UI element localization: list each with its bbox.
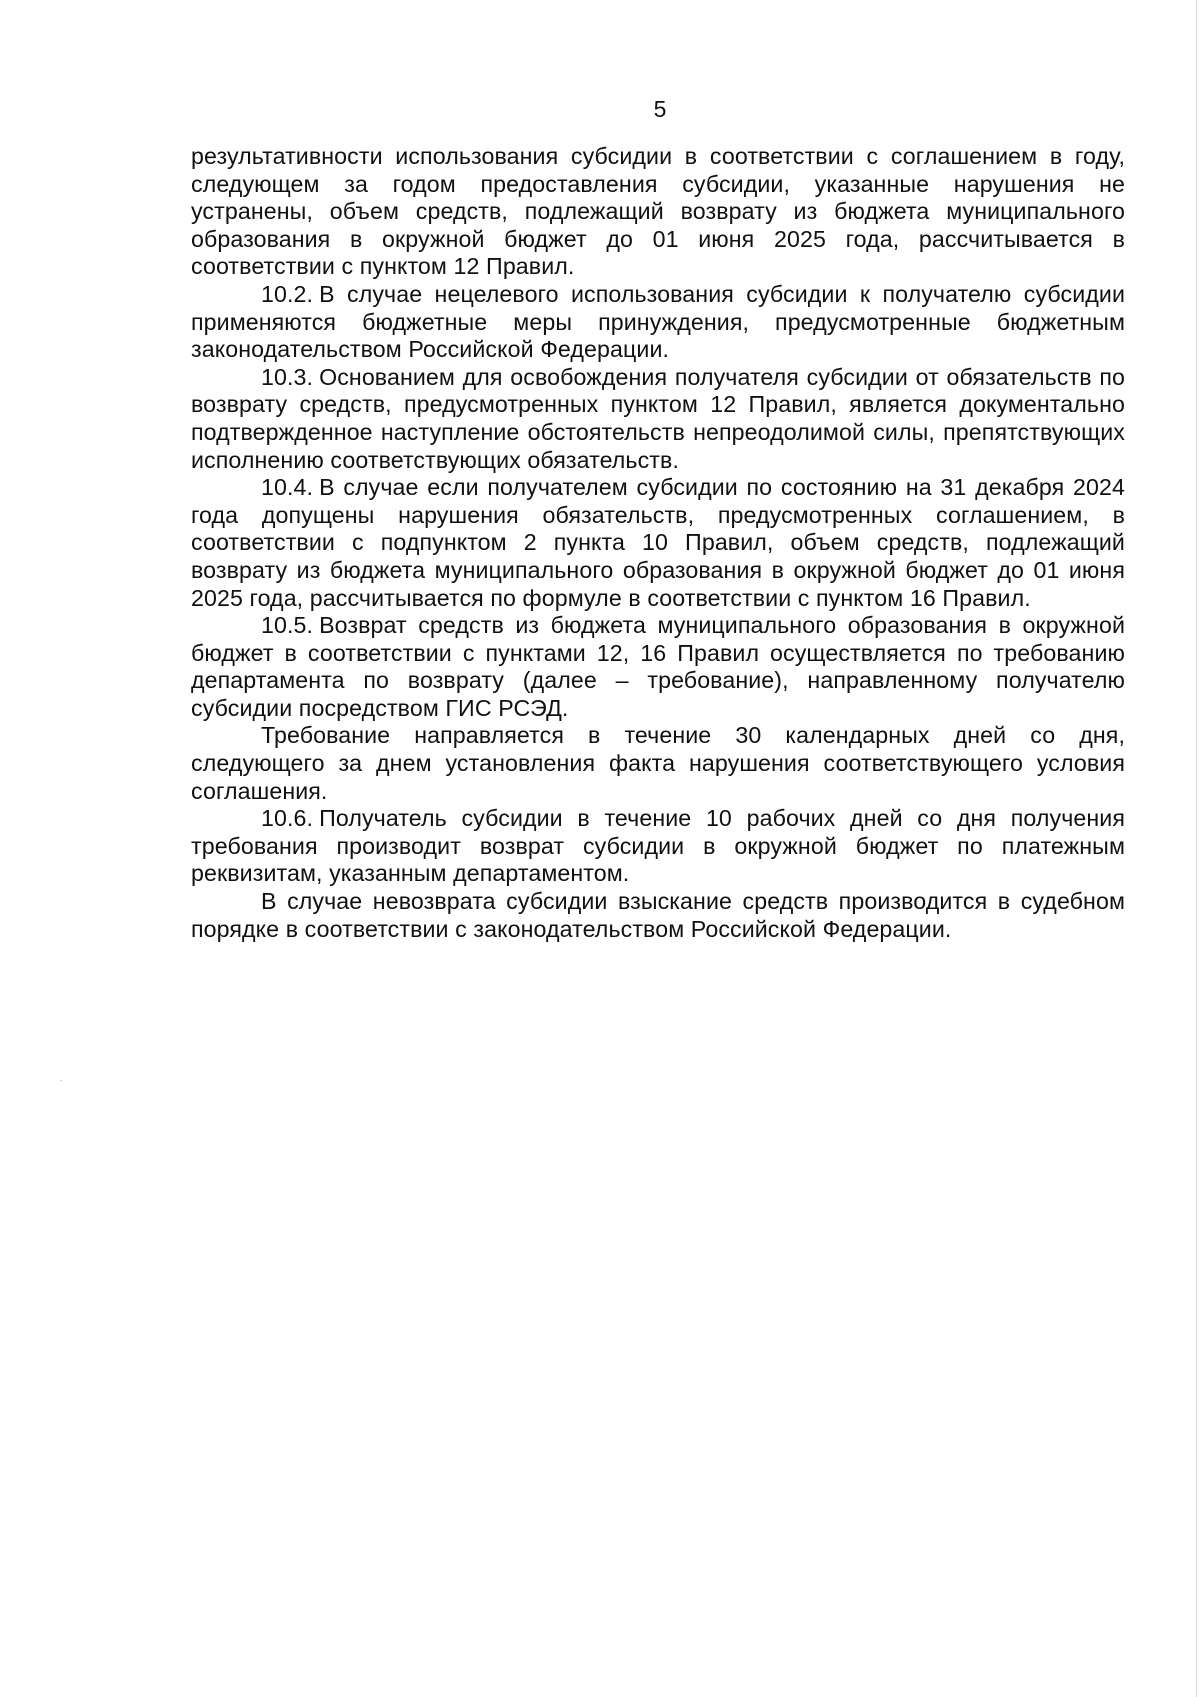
paragraph-text: Получатель субсидии в течение 10 рабочих дней со дня получения требования производит возврат субсидии в окружной бюджет по платежным реквизитам, указанным департаментом.: [191, 805, 1125, 887]
paragraph-non-return: [191, 888, 1125, 943]
paragraph-text: В случае невозврата субсидии взыскание средств производится в судебном порядке в соответствии с законодательством Российской Федерации.: [191, 888, 1125, 942]
paragraph-10-2: [191, 281, 1125, 364]
document-body: [191, 143, 1125, 943]
paragraph-requirement-term: [191, 722, 1125, 805]
paragraph-number: 10.2.: [261, 280, 314, 307]
paragraph-10-3: [191, 364, 1125, 474]
scan-speck: [60, 1080, 62, 1081]
paragraph-10-6: [191, 805, 1125, 888]
page-number: 5: [653, 96, 667, 122]
scan-edge-line: [1196, 0, 1197, 1697]
paragraph-10-4: [191, 474, 1125, 612]
paragraph-number: 10.3.: [261, 363, 314, 390]
paragraph-number: 10.6.: [261, 805, 314, 832]
paragraph-continuation: [191, 143, 1125, 281]
paragraph-text: В случае нецелевого использования субсидии к получателю субсидии применяются бюджетные меры принуждения, предусмотренные бюджетным законодательством Российской Федерации.: [191, 280, 1125, 363]
paragraph-text: Основанием для освобождения получателя субсидии от обязательств по возврату средств, предусмотренных пунктом 12 Правил, является документально подтвержденное наступление обстоятельств непреодолимой силы, препятствующих исполнению соответствующих обязательств.: [191, 363, 1125, 473]
paragraph-text: результативности использования субсидии в соответствии с соглашением в году, следующем за годом предоставления субсидии, указанные нарушения не устранены, объем средств, подлежащий возврату из бюджета муниципального образования в окружной бюджет до 01 июня 2025 года, рассчитывается в соответствии с пунктом 12 Правил.: [191, 143, 1125, 280]
paragraph-10-5: [191, 612, 1125, 722]
paragraph-number: 10.5.: [261, 612, 314, 639]
paragraph-number: 10.4.: [261, 474, 314, 501]
paragraph-text: Требование направляется в течение 30 календарных дней со дня, следующего за днем установления факта нарушения соответствующего условия соглашения.: [191, 722, 1125, 804]
paragraph-text: В случае если получателем субсидии по состоянию на 31 декабря 2024 года допущены нарушения обязательств, предусмотренных соглашением, в соответствии с подпунктом 2 пункта 10 Правил, объем средств, подлежащий возврату из бюджета муниципального образования в окружной бюджет до 01 июня 2025 года, рассчитывается по формуле в соответствии с пунктом 16 Правил.: [191, 474, 1125, 611]
paragraph-text: Возврат средств из бюджета муниципального образования в окружной бюджет в соответствии с пунктами 12, 16 Правил осуществляется по требованию департамента по возврату (далее – требование), направленному получателю субсидии посредством ГИС РСЭД.: [191, 612, 1125, 721]
